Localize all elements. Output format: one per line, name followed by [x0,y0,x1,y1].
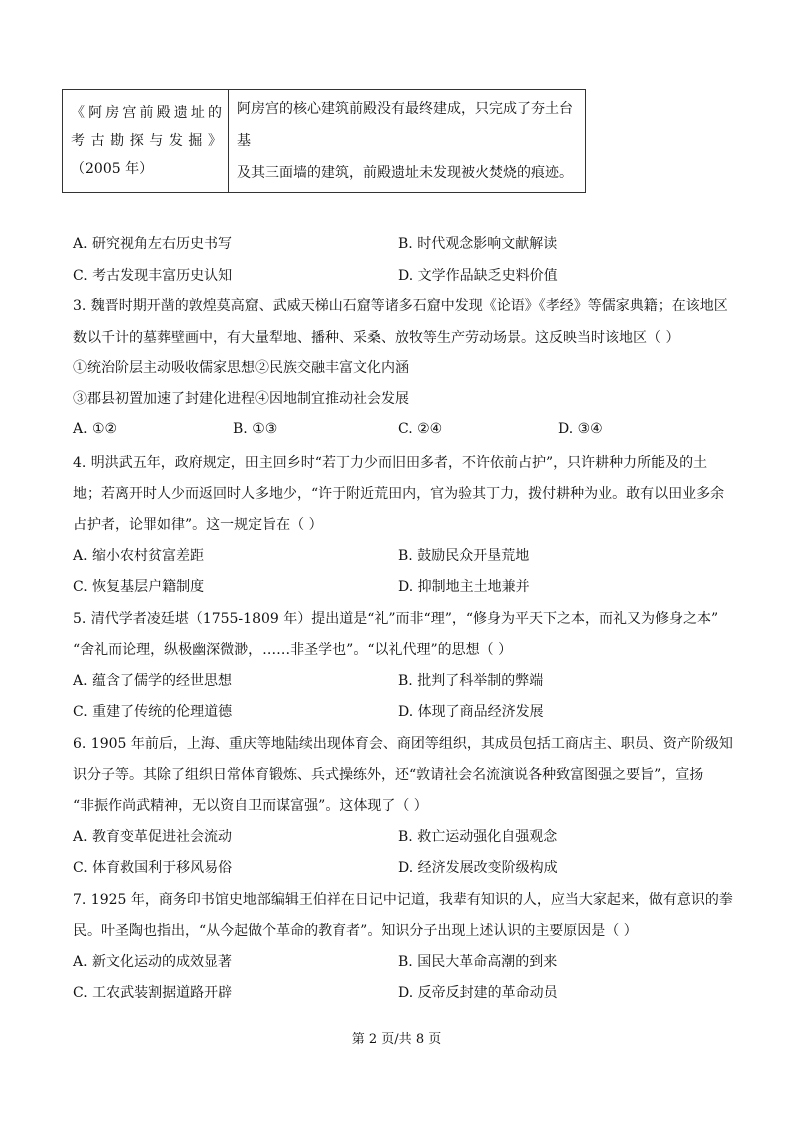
page-number-footer: 第 2 页/共 8 页 [351,1032,442,1047]
q6-option-a[interactable]: A. 教育变革促进社会流动 [73,829,233,845]
q3-stem-line1: 3. 魏晋时期开凿的敦煌莫高窟、武威天梯山石窟等诸多石窟中发现《论语》《孝经》等儒家典籍；在该地区 [73,298,728,314]
q4-stem-line2: 地；若离开时人少而返回时人多地少，“许于附近荒田内，官为验其丁力，拨付耕种为业。敢有以田业多余 [73,486,725,502]
q7-stem-line1: 7. 1925 年，商务印书馆史地部编辑王伯祥在日记中记道，我辈有知识的人，应当大家起来，做有意识的拳 [73,892,733,908]
q5-option-d[interactable]: D. 体现了商品经济发展 [398,704,544,720]
source-title-line2: 考古勘探与发掘》 [71,133,222,149]
source-title-cell [63,90,229,193]
q3-option-d[interactable]: D. ③④ [558,421,603,437]
q2-option-d[interactable]: D. 文学作品缺乏史料价值 [398,268,558,284]
q7-option-c[interactable]: C. 工农武装割据道路开辟 [73,985,233,1001]
q4-stem-line3: 占护者，论罪如律”。这一规定旨在（ ） [73,517,323,533]
q2-option-c[interactable]: C. 考古发现丰富历史认知 [73,268,233,284]
q5-option-a[interactable]: A. 蕴含了儒学的经世思想 [73,673,233,689]
q6-stem-line1: 6. 1905 年前后，上海、重庆等地陆续出现体育会、商团等组织，其成员包括工商店主、职员、资产阶级知 [73,736,733,752]
q5-stem-line1: 5. 清代学者凌廷堪（1755-1809 年）提出道是“礼”而非“理”，“修身为平天下之本，而礼又为修身之本” [73,611,719,627]
q6-stem-line3: “非振作尚武精神，无以资自卫而谋富强”。这体现了（ ） [73,798,428,814]
q4-option-a[interactable]: A. 缩小农村贫富差距 [73,548,205,564]
q3-option-b[interactable]: B. ①③ [233,421,278,437]
q4-stem-line1: 4. 明洪武五年，政府规定，田主回乡时“若丁力少而旧田多者，不许依前占护”，只许耕种力所能及的土 [73,455,708,471]
q3-option-a[interactable]: A. ①② [73,421,118,437]
source-table [62,89,586,193]
q3-statement-line1: ①统治阶层主动吸收儒家思想②民族交融丰富文化内涵 [73,360,409,376]
source-title-line1: 《阿房宫前殿遗址的 [71,105,222,121]
q4-option-b[interactable]: B. 鼓励民众开垦荒地 [398,548,530,564]
q4-option-c[interactable]: C. 恢复基层户籍制度 [73,579,205,595]
source-content-line1: 阿房宫的核心建筑前殿没有最终建成，只完成了夯土台基 [237,101,573,149]
q7-option-d[interactable]: D. 反帝反封建的革命动员 [398,985,558,1001]
q6-option-c[interactable]: C. 体育救国利于移风易俗 [73,860,233,876]
q6-option-b[interactable]: B. 救亡运动强化自强观念 [398,829,558,845]
q2-option-b[interactable]: B. 时代观念影响文献解读 [398,236,558,252]
q5-option-b[interactable]: B. 批判了科举制的弊端 [398,673,544,689]
q3-stem-line2: 数以千计的墓葬壁画中，有大量犁地、播种、采桑、放牧等生产劳动场景。这反映当时该地区（ ） [73,330,680,346]
q7-stem-line2: 民。叶圣陶也指出，“从今起做个革命的教育者”。知识分子出现上述认识的主要原因是（ ） [73,923,638,939]
q5-stem-line2: “舍礼而论理，纵极幽深微渺，……非圣学也”。“以礼代理”的思想（ ） [73,642,513,658]
q3-option-c[interactable]: C. ②④ [398,421,443,437]
source-title-year: （2005 年） [71,161,154,177]
q6-stem-line2: 识分子等。其除了组织日常体育锻炼、兵式操练外，还“敦请社会名流演说各种致富图强之要旨”，宣扬 [73,767,704,783]
q5-option-c[interactable]: C. 重建了传统的伦理道德 [73,704,233,720]
q3-statement-line2: ③郡县初置加速了封建化进程④因地制宜推动社会发展 [73,391,409,407]
q6-option-d[interactable]: D. 经济发展改变阶级构成 [398,860,558,876]
q4-option-d[interactable]: D. 抑制地主土地兼并 [398,579,530,595]
q7-option-a[interactable]: A. 新文化运动的成效显著 [73,954,233,970]
q7-option-b[interactable]: B. 国民大革命高潮的到来 [398,954,558,970]
q2-option-a[interactable]: A. 研究视角左右历史书写 [73,236,233,252]
source-content-line2: 及其三面墙的建筑，前殿遗址未发现被火焚烧的痕迹。 [237,165,573,181]
source-content-cell [229,90,586,193]
